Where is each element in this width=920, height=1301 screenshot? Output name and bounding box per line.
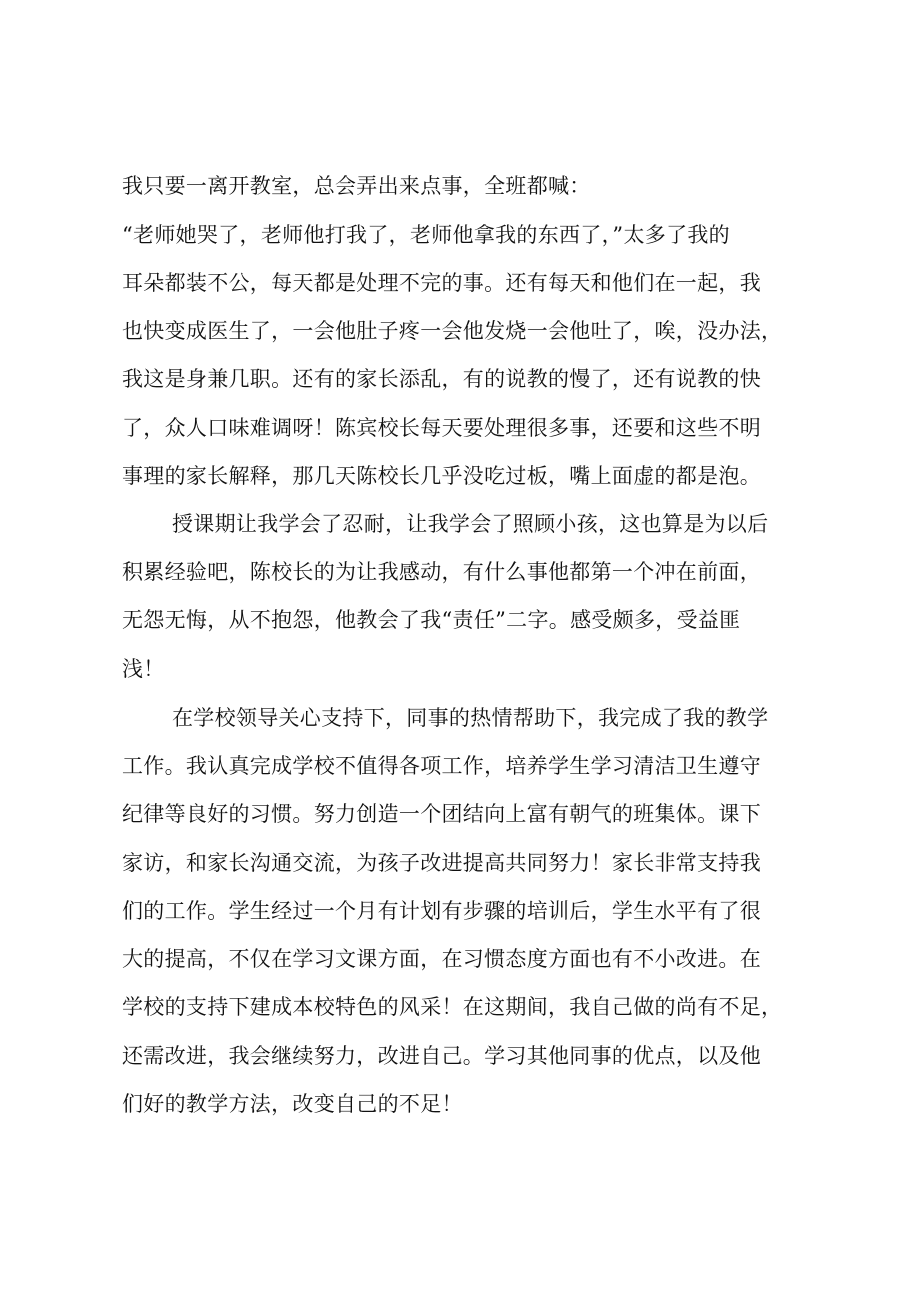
text-line-12: 在学校领导关心支持下，同事的热情帮助下，我完成了我的教学 — [172, 706, 769, 730]
text-line-20: 们好的教学方法，改变自己的不足！ — [122, 1092, 463, 1116]
text-line-15: 家访，和家长沟通交流，为孩子改进提高共同努力！家长非常支持我 — [122, 851, 761, 875]
text-line-16: 们的工作。学生经过一个月有计划有步骤的培训后，学生水平有了很 — [122, 899, 761, 923]
text-line-4: 也快变成医生了，一会他肚子疼一会他发烧一会他吐了，唉，没办法， — [122, 319, 783, 343]
text-line-11: 浅！ — [122, 657, 165, 681]
text-line-10: 无怨无悔，从不抱怨，他教会了我“责任”二字。感受颇多，受益匪 — [122, 608, 741, 632]
text-line-3: 耳朵都装不公，每天都是处理不完的事。还有每天和他们在一起，我 — [122, 271, 761, 295]
text-line-9: 积累经验吧，陈校长的为让我感动，有什么事他都第一个冲在前面， — [122, 560, 761, 584]
text-line-1: 我只要一离开教室，总会弄出来点事，全班都喊： — [122, 174, 591, 198]
text-line-17: 大的提高，不仅在学习文课方面，在习惯态度方面也有不小改进。在 — [122, 947, 761, 971]
text-line-8: 授课期让我学会了忍耐，让我学会了照顾小孩，这也算是为以后 — [172, 512, 769, 536]
text-line-18: 学校的支持下建成本校特色的风采！在这期间，我自己做的尚有不足， — [122, 995, 783, 1019]
text-line-13: 工作。我认真完成学校不值得各项工作，培养学生学习清洁卫生遵守 — [122, 754, 761, 778]
text-line-6: 了，众人口味难调呀！陈宾校长每天要处理很多事，还要和这些不明 — [122, 416, 761, 440]
text-line-7: 事理的家长解释，那几天陈校长几乎没吃过板，嘴上面虚的都是泡。 — [122, 464, 761, 488]
text-line-14: 纪律等良好的习惯。努力创造一个团结向上富有朝气的班集体。课下 — [122, 802, 761, 826]
text-line-2: “老师她哭了，老师他打我了，老师他拿我的东西了，”太多了我的 — [122, 223, 730, 247]
text-line-5: 我这是身兼几职。还有的家长添乱，有的说教的慢了，还有说教的快 — [122, 367, 761, 391]
text-line-19: 还需改进，我会继续努力，改进自己。学习其他同事的优点，以及他 — [122, 1044, 761, 1068]
